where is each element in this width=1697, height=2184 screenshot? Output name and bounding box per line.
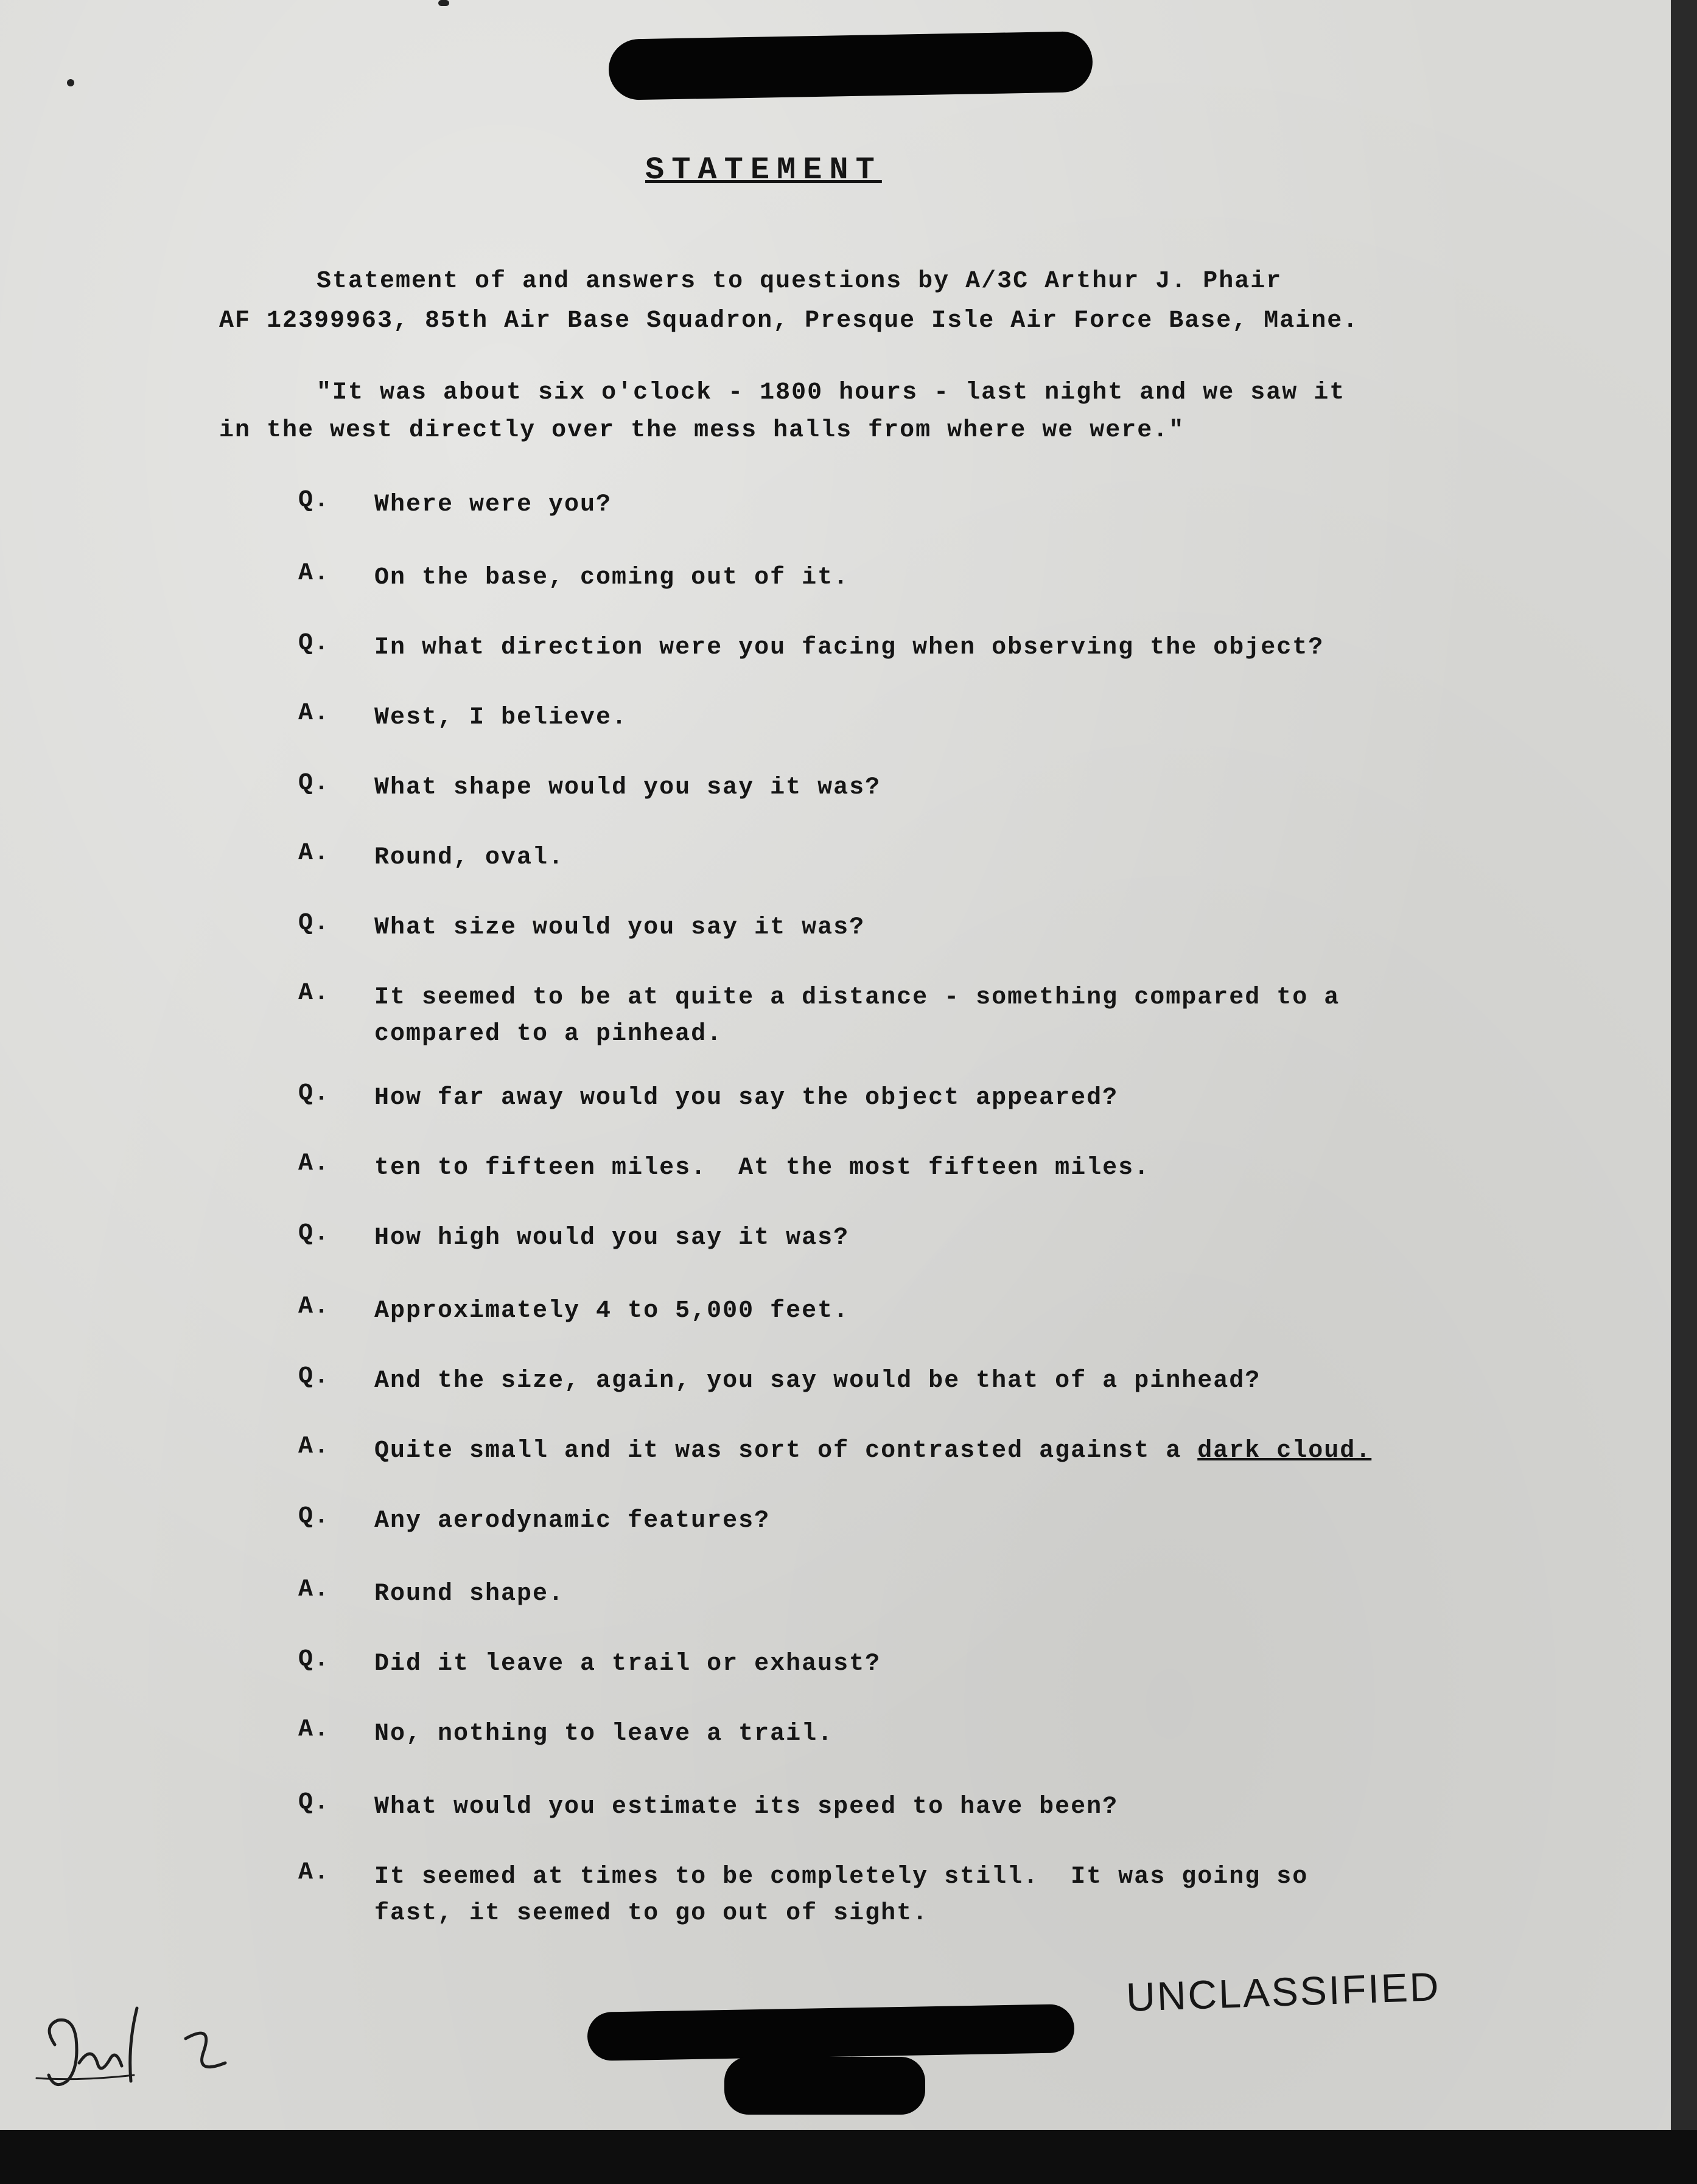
qa-line-text: In what direction were you facing when observing the object?: [374, 634, 1324, 661]
qa-line-text: Round, oval.: [374, 844, 565, 871]
qa-line: [374, 770, 1546, 806]
speck-mark: [438, 0, 449, 6]
qa-line: [374, 1576, 1546, 1613]
qa-text: [374, 840, 1546, 876]
qa-text: [374, 770, 1546, 806]
redaction-bar-bottom: [587, 2004, 1074, 2061]
question-item: [298, 1080, 1546, 1117]
question-marker: Q.: [298, 770, 331, 797]
qa-line: [374, 700, 1546, 736]
qa-line: [374, 1789, 1546, 1826]
qa-text: [374, 560, 1546, 596]
qa-line: [374, 1859, 1546, 1896]
qa-text: [374, 630, 1546, 666]
answer-marker: A.: [298, 1293, 331, 1321]
answer-marker: A.: [298, 840, 331, 867]
question-item: [298, 910, 1546, 946]
answer-item: [298, 980, 1546, 1053]
qa-line: [374, 487, 1546, 523]
redaction-blot-bottom: [724, 2057, 925, 2115]
qa-line-text: What size would you say it was?: [374, 914, 866, 941]
qa-line: [374, 1896, 1546, 1932]
question-item: [298, 487, 1546, 523]
speck-mark: [67, 79, 74, 86]
underlined-phrase: dark cloud.: [1197, 1437, 1372, 1465]
answer-marker: A.: [298, 1433, 331, 1460]
question-item: [298, 630, 1546, 666]
qa-text: [374, 1080, 1546, 1117]
question-item: [298, 1646, 1546, 1683]
qa-text: [374, 1503, 1546, 1540]
question-marker: Q.: [298, 910, 331, 937]
redaction-bar-top: [608, 31, 1093, 100]
intro-line: Statement of and answers to questions by A/3C Arthur J. Phair: [317, 268, 1282, 295]
qa-line-text: Any aerodynamic features?: [374, 1507, 771, 1535]
question-marker: Q.: [298, 1363, 331, 1390]
qa-line: [374, 1220, 1546, 1257]
qa-text: [374, 1150, 1546, 1187]
question-item: [298, 1503, 1546, 1540]
qa-line-text: Where were you?: [374, 491, 612, 518]
answer-item: [298, 1716, 1546, 1753]
answer-marker: A.: [298, 1150, 331, 1177]
intro-line: AF 12399963, 85th Air Base Squadron, Presque Isle Air Force Base, Maine.: [219, 307, 1359, 335]
qa-line-text: What shape would you say it was?: [374, 774, 881, 801]
answer-marker: A.: [298, 1859, 331, 1886]
qa-line: [374, 910, 1546, 946]
qa-text: [374, 487, 1546, 523]
qa-text: [374, 910, 1546, 946]
qa-line: [374, 560, 1546, 596]
qa-line: [374, 1016, 1546, 1053]
answer-item: [298, 1293, 1546, 1330]
qa-line-text: How far away would you say the object appeared?: [374, 1084, 1119, 1112]
qa-text: [374, 1220, 1546, 1257]
answer-item: [298, 1150, 1546, 1187]
qa-line: [374, 630, 1546, 666]
question-marker: Q.: [298, 1789, 331, 1816]
qa-line: [374, 1363, 1546, 1400]
qa-line-text: Quite small and it was sort of contrasted against a: [374, 1437, 1198, 1465]
qa-text: [374, 1293, 1546, 1330]
document-title: STATEMENT: [645, 152, 882, 188]
question-item: [298, 770, 1546, 806]
qa-line-text: On the base, coming out of it.: [374, 564, 850, 591]
qa-line: [374, 1503, 1546, 1540]
qa-text: [374, 1363, 1546, 1400]
opening-quote-line: "It was about six o'clock - 1800 hours - last night and we saw it: [317, 379, 1346, 406]
qa-line-text: How high would you say it was?: [374, 1224, 850, 1252]
qa-line-text: ten to fifteen miles. At the most fifteen miles.: [374, 1154, 1150, 1182]
scan-edge-bottom: [0, 2130, 1697, 2184]
qa-line-text: Did it leave a trail or exhaust?: [374, 1650, 881, 1678]
answer-item: [298, 560, 1546, 596]
qa-text: [374, 1789, 1546, 1826]
qa-line: [374, 1080, 1546, 1117]
qa-line-text: West, I believe.: [374, 704, 628, 731]
question-marker: Q.: [298, 630, 331, 657]
qa-line: [374, 1293, 1546, 1330]
answer-marker: A.: [298, 980, 331, 1007]
qa-line: [374, 1150, 1546, 1187]
qa-line-text: Approximately 4 to 5,000 feet.: [374, 1297, 850, 1325]
question-marker: Q.: [298, 1503, 331, 1530]
qa-text: [374, 1576, 1546, 1613]
qa-text: [374, 1646, 1546, 1683]
question-marker: Q.: [298, 1646, 331, 1673]
qa-text: [374, 1433, 1546, 1470]
answer-marker: A.: [298, 560, 331, 587]
qa-line: [374, 1433, 1546, 1470]
qa-line-text: No, nothing to leave a trail.: [374, 1720, 834, 1748]
qa-line-text: It seemed to be at quite a distance - something compared to a: [374, 984, 1340, 1011]
qa-text: [374, 1716, 1546, 1753]
answer-item: [298, 700, 1546, 736]
qa-text: [374, 980, 1546, 1053]
question-marker: Q.: [298, 1220, 331, 1247]
answer-marker: A.: [298, 1576, 331, 1603]
answer-item: [298, 1576, 1546, 1613]
qa-line: [374, 840, 1546, 876]
qa-line-text: What would you estimate its speed to have been?: [374, 1793, 1119, 1821]
scan-edge-right: [1671, 0, 1697, 2184]
question-marker: Q.: [298, 1080, 331, 1108]
question-item: [298, 1789, 1546, 1826]
question-item: [298, 1363, 1546, 1400]
answer-item: [298, 1433, 1546, 1470]
classification-stamp: UNCLASSIFIED: [1125, 1964, 1441, 2020]
qa-line-text: fast, it seemed to go out of sight.: [374, 1900, 929, 1927]
qa-line-text: Round shape.: [374, 1580, 565, 1608]
qa-line-text: compared to a pinhead.: [374, 1020, 723, 1048]
answer-item: [298, 1859, 1546, 1932]
question-item: [298, 1220, 1546, 1257]
qa-line-text: And the size, again, you say would be that of a pinhead?: [374, 1367, 1261, 1395]
answer-item: [298, 840, 1546, 876]
qa-line: [374, 1646, 1546, 1683]
answer-marker: A.: [298, 1716, 331, 1743]
question-marker: Q.: [298, 487, 331, 514]
qa-text: [374, 1859, 1546, 1932]
qa-text: [374, 700, 1546, 736]
qa-line: [374, 1716, 1546, 1753]
qa-line-text: It seemed at times to be completely still. It was going so: [374, 1863, 1309, 1891]
answer-marker: A.: [298, 700, 331, 727]
opening-quote-line: in the west directly over the mess halls from where we were.": [219, 417, 1185, 444]
handwritten-signature: [30, 1990, 286, 2112]
qa-line: [374, 980, 1546, 1016]
